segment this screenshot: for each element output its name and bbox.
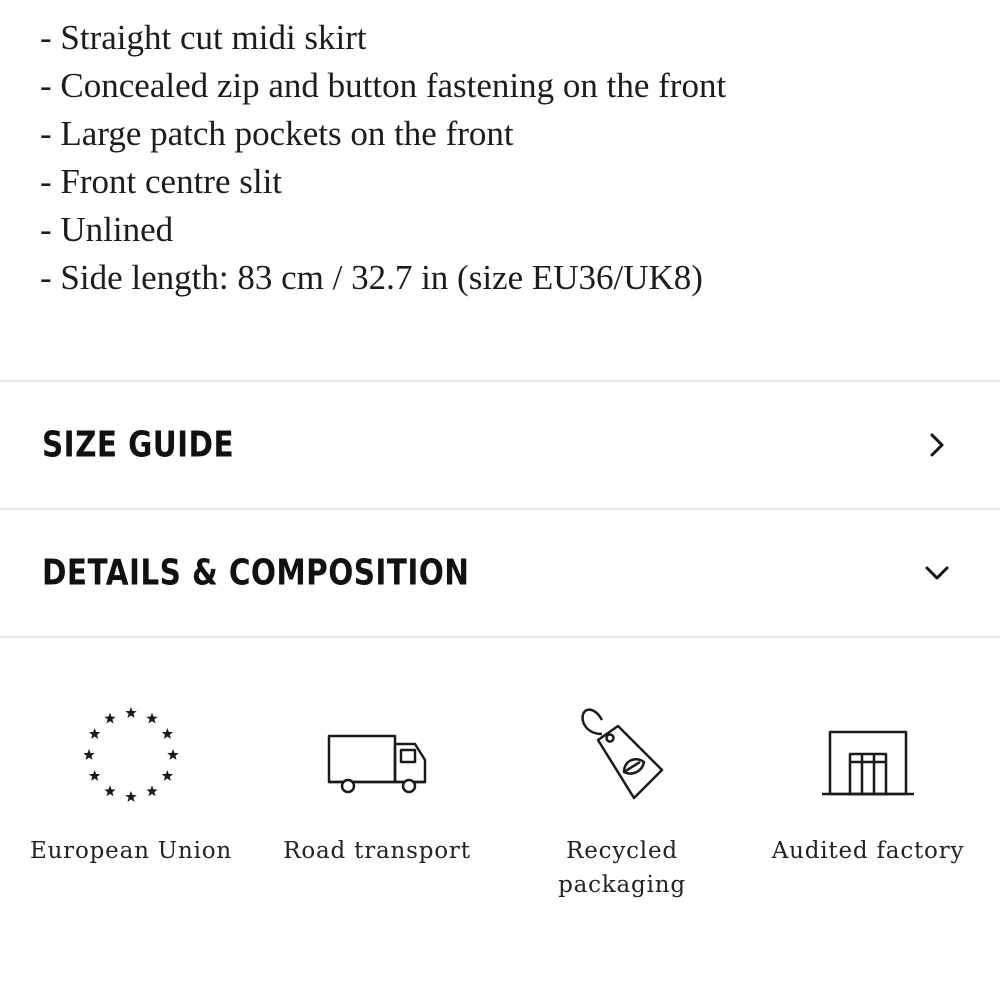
badge-label: Road transport (283, 838, 471, 864)
factory-icon (808, 700, 928, 810)
feature-item: - Side length: 83 cm / 32.7 in (size EU36/UK8) (40, 258, 703, 297)
truck-icon (317, 700, 437, 810)
badge-road-transport (257, 700, 497, 868)
details-composition-label: DETAILS & COMPOSITION (42, 552, 470, 594)
chevron-right-icon (922, 430, 952, 460)
recycled-tag-icon (562, 700, 682, 810)
divider (0, 636, 1000, 638)
feature-item: - Front centre slit (40, 162, 283, 201)
badge-recycled-packaging (502, 700, 742, 902)
details-composition-row[interactable] (0, 510, 1000, 636)
eu-stars-icon (71, 700, 191, 810)
badge-european-union (11, 700, 251, 868)
product-feature-list (40, 14, 726, 302)
size-guide-row[interactable] (0, 382, 1000, 508)
size-guide-label: SIZE GUIDE (42, 424, 235, 466)
badge-label: Audited factory (771, 838, 965, 864)
chevron-down-icon (922, 558, 952, 588)
feature-item: - Unlined (40, 210, 174, 249)
badge-label: European Union (29, 838, 233, 864)
feature-item: - Large patch pockets on the front (40, 114, 514, 153)
feature-item: - Straight cut midi skirt (40, 18, 367, 57)
badge-label: Recycled packaging (558, 838, 686, 898)
badge-audited-factory (748, 700, 988, 868)
sustainability-badges (0, 700, 1000, 920)
feature-item: - Concealed zip and button fastening on the front (40, 66, 727, 105)
